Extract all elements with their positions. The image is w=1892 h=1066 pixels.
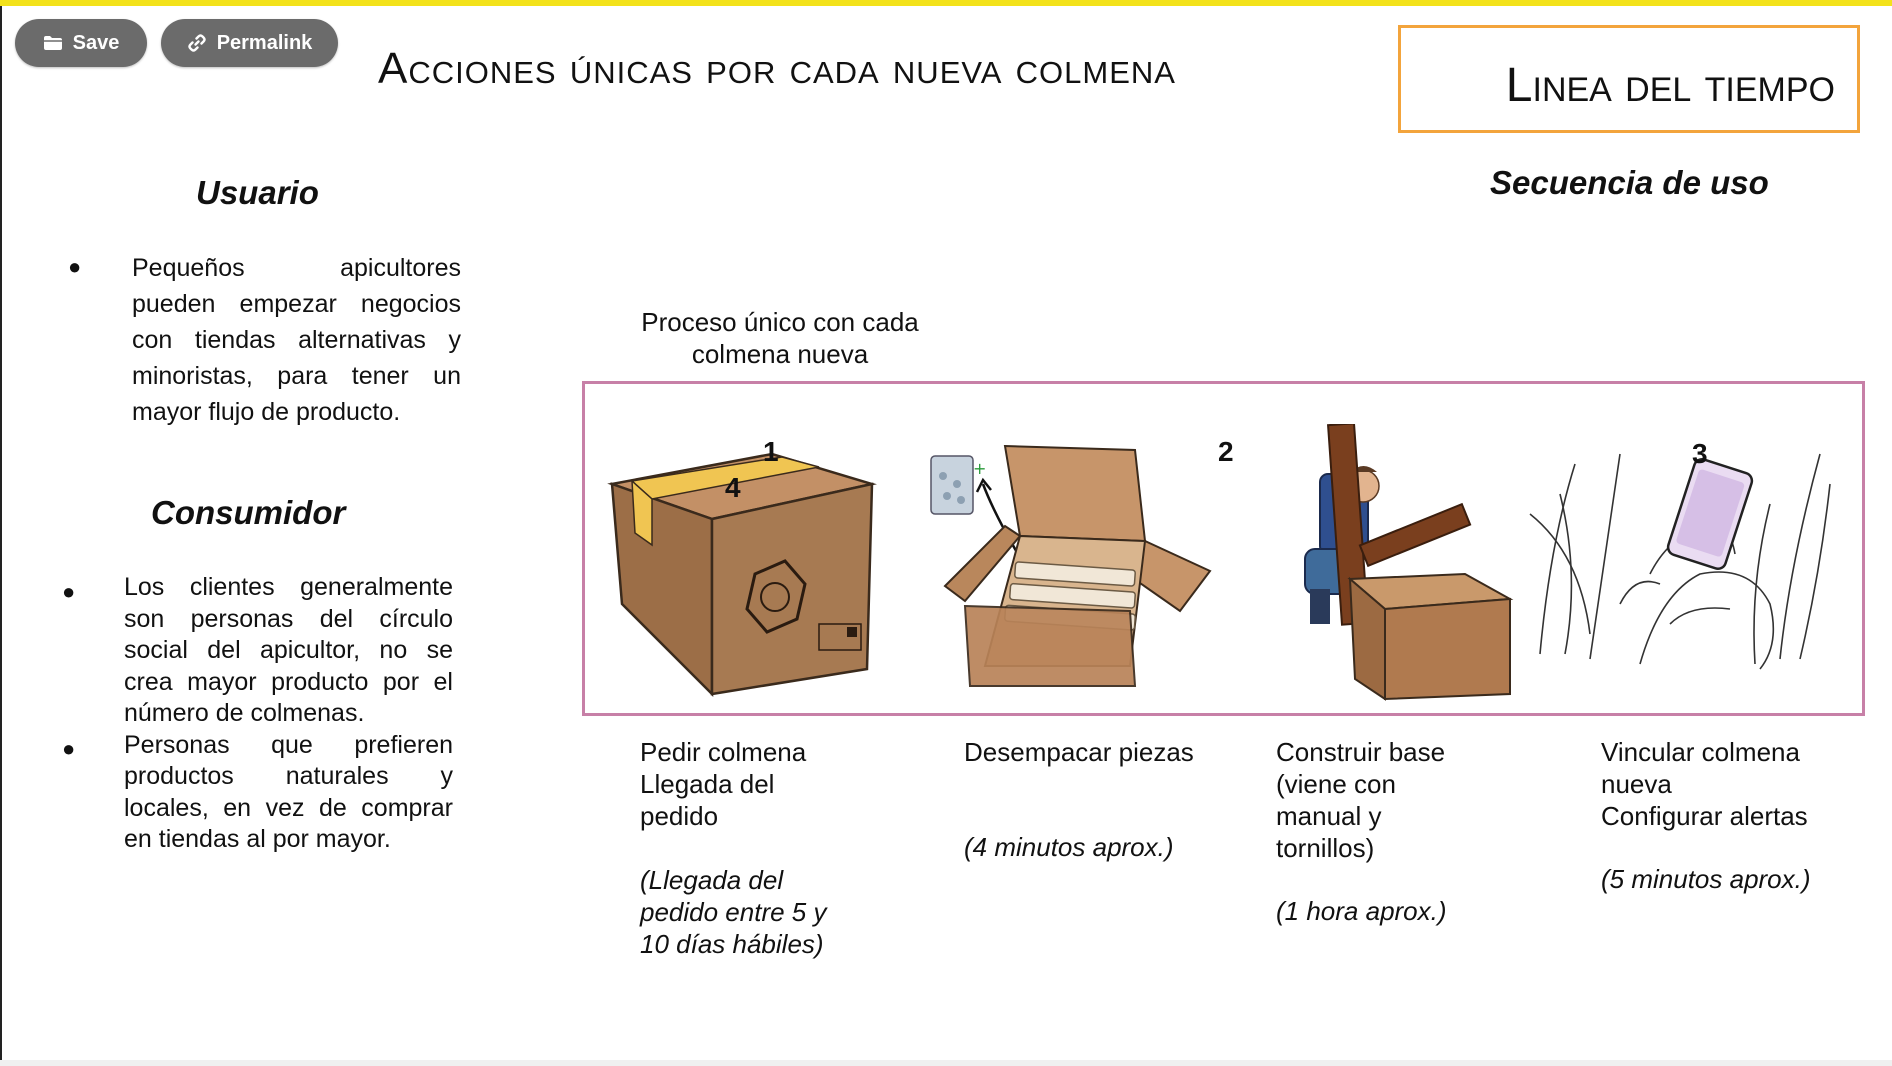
- save-button[interactable]: [15, 19, 147, 67]
- process-illustration-frame: [582, 381, 1865, 716]
- bottom-bar: [0, 1060, 1892, 1066]
- step-1-line: Pedir colmena: [640, 737, 807, 767]
- step-3-line: tornillos): [1276, 833, 1375, 863]
- left-edge-line: [0, 6, 2, 1060]
- step-4-line: Configurar alertas: [1601, 801, 1808, 831]
- page-title: Acciones únicas por cada nueva colmena: [378, 44, 1176, 93]
- bullet-marker: ●: [62, 736, 76, 761]
- step-1-line: pedido: [640, 801, 719, 831]
- closed-box-illustration: [607, 449, 887, 704]
- usuario-bullet-1: Pequeños apicultores pueden empezar negocios con tiendas alternativas y minoristas, para tener un mayor flujo de producto.: [132, 254, 461, 426]
- step-3-line: manual y: [1276, 801, 1382, 831]
- step-caption-3: [1276, 736, 1516, 864]
- permalink-button-label: Permalink: [216, 31, 313, 54]
- step-1-line: Llegada del: [640, 769, 775, 799]
- step-number-2: 2: [1218, 436, 1234, 467]
- bullet-marker: ●: [68, 254, 82, 279]
- timeline-title: Linea del tiempo: [1505, 59, 1835, 112]
- phone-alert-illustration: [1520, 424, 1840, 689]
- open-box-illustration: [925, 436, 1215, 701]
- step-4-line: nueva: [1601, 769, 1672, 799]
- step-1-duration: (Llegada del pedido entre 5 y 10 días hábiles): [640, 865, 827, 959]
- folder-icon: [43, 35, 63, 51]
- bullet-marker: ●: [62, 579, 76, 604]
- step-caption-4: [1601, 736, 1861, 832]
- timeline-title-box: [1398, 25, 1860, 133]
- step-3-duration: (1 hora aprox.): [1276, 896, 1447, 926]
- usuario-list: [132, 250, 461, 430]
- step-3-line: (viene con: [1276, 769, 1396, 799]
- process-label: Proceso único con cada colmena nueva: [641, 307, 919, 369]
- permalink-button[interactable]: [161, 19, 338, 67]
- step-2-line: Desempacar piezas: [964, 737, 1194, 767]
- usuario-heading: Usuario: [196, 174, 319, 211]
- save-button-label: Save: [72, 31, 120, 54]
- link-icon: [187, 33, 207, 53]
- step-caption-2: [964, 736, 1244, 768]
- step-3-line: Construir base: [1276, 737, 1446, 767]
- consumidor-bullet-1: Los clientes generalmente son personas del círculo social del apicultor, no se crea mayor producto por el número de colmenas.: [124, 573, 453, 727]
- consumidor-list: [124, 572, 453, 856]
- svg-text:+: +: [973, 459, 987, 478]
- sequence-heading: Secuencia de uso: [1490, 164, 1769, 201]
- step-caption-1: [640, 736, 880, 832]
- step-number-4: 4: [725, 472, 741, 503]
- assembling-base-illustration: [1265, 424, 1525, 719]
- step-4-line: Vincular colmena: [1601, 737, 1800, 767]
- step-4-duration: (5 minutos aprox.): [1601, 864, 1811, 894]
- top-accent-bar: [0, 0, 1892, 6]
- consumidor-bullet-2: Personas que prefieren productos naturales y locales, en vez de comprar en tiendas al por mayor.: [124, 730, 453, 853]
- consumidor-heading: Consumidor: [151, 494, 346, 531]
- step-number-3: 3: [1692, 438, 1708, 469]
- step-number-1: 1: [763, 436, 779, 467]
- step-2-duration: (4 minutos aprox.): [964, 832, 1174, 862]
